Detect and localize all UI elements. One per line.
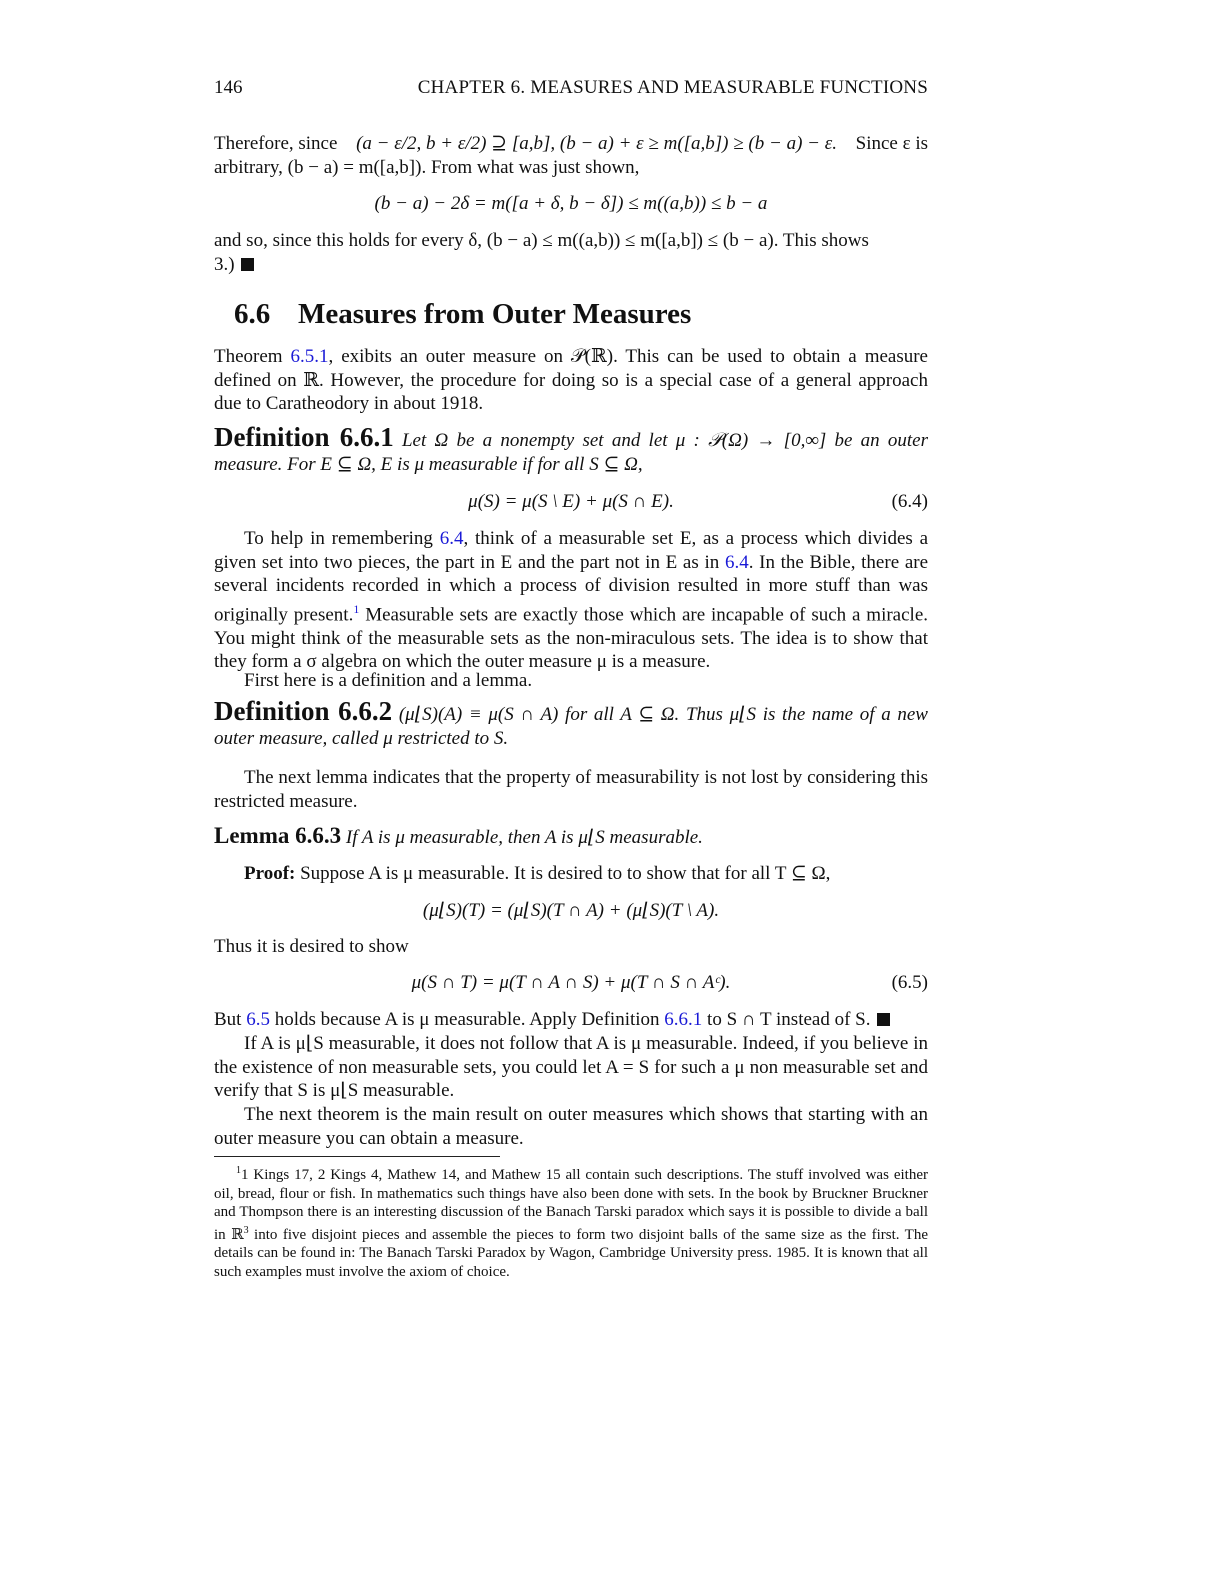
ref-eq-6-4[interactable]: 6.4: [439, 528, 464, 549]
intro-line-3: and so, since this holds for every δ, (b − a) ≤ m((a,b)) ≤ m([a,b]) ≤ (b − a). This shows: [214, 230, 869, 251]
paragraph-non-measurable: If A is μ⌊S measurable, it does not follow that A is μ measurable. Indeed, if you believe in the existence of non measurable sets, you could let A = S for such a μ non measurable set and verify that S is μ⌊S measurable.: [214, 1033, 928, 1102]
footnote-superscript: 3: [243, 1224, 249, 1236]
paragraph-first-here: First here is a definition and a lemma.: [244, 670, 533, 691]
lemma-heading: Lemma 6.6.3: [214, 823, 342, 848]
qed-icon: [241, 258, 254, 271]
section-heading: [234, 298, 691, 331]
page-number: 146: [214, 77, 243, 98]
lemma-body: If A is μ measurable, then A is μ⌊S measurable.: [345, 827, 703, 848]
section-number: 6.6: [234, 298, 271, 330]
ref-theorem-6-5-1[interactable]: 6.5.1: [290, 346, 329, 367]
equation-number-6-5: (6.5): [891, 972, 928, 993]
paragraph-next-theorem: The next theorem is the main result on outer measures which shows that starting with an outer measure you can obtain a measure.: [214, 1104, 928, 1149]
proof-equation-1: (μ⌊S)(T) = (μ⌊S)(T ∩ A) + (μ⌊S)(T \ A).: [422, 900, 720, 921]
footnote-rule: [214, 1156, 500, 1157]
paragraph-bible: To help in remembering 6.4, think of a measurable set E, as a process which divides a given set into two pieces, the part in E and the part not in E as in 6.4. In the Bible, there are several incidents recorded in which a process of division resulted in more stuff than was originally present.$^1$ Measurable sets are exactly those which are incapable of such a miracle. You might think of the measurable sets as the non-miraculous sets. The idea is to show that they form a σ algebra on which the outer measure μ is a measure.: [214, 528, 929, 673]
definition-heading: Definition 6.6.1: [214, 422, 394, 452]
footnote-mark: 1: [236, 1165, 241, 1176]
paragraph-theorem-ref: Theorem 6.5.1, exibits an outer measure on 𝒫(ℝ). This can be used to obtain a measure defined on ℝ. However, the procedure for doing so is a special case of a general approach due to Caratheodory in about 1918.: [214, 346, 928, 415]
definition-6-6-2: [214, 696, 928, 750]
definition-heading: Definition 6.6.2: [214, 696, 393, 726]
ref-eq-6-4-second[interactable]: 6.4: [724, 551, 749, 573]
lemma-6-6-3: [214, 824, 928, 850]
intro-inline-math: (a − ε/2, b + ε/2) ⊇ [a,b], (b − a) + ε ≥ m([a,b]) ≥ (b − a) − ε.: [356, 133, 837, 154]
definition-body: Let Ω be a nonempty set and let μ : 𝒫(Ω) → [0,∞] be an outer measure. For E ⊆ Ω, E is μ measurable if for all S ⊆ Ω,: [214, 430, 928, 475]
proof-conclusion: But 6.5 holds because A is μ measurable. Apply Definition 6.6.1 to S ∩ T instead of S.: [214, 1008, 928, 1032]
ref-definition-6-6-1[interactable]: 6.6.1: [664, 1009, 703, 1030]
intro-conclusion: [214, 229, 928, 276]
section-title: Measures from Outer Measures: [298, 298, 692, 330]
definition-body: (μ⌊S)(A) ≡ μ(S ∩ A) for all A ⊆ Ω. Thus μ⌊S is the name of a new outer measure, called μ restricted to S.: [214, 704, 928, 749]
proof-intro: Proof: Suppose A is μ measurable. It is desired to to show that for all T ⊆ Ω,: [244, 863, 831, 884]
proof-line-2: Thus it is desired to show: [214, 936, 409, 957]
display-equation: (b − a) − 2δ = m([a + δ, b − δ]) ≤ m((a,b)) ≤ b − a: [374, 193, 768, 214]
equation-number-6-4: (6.4): [891, 491, 928, 512]
ref-eq-6-5[interactable]: 6.5: [246, 1009, 270, 1030]
intro-line-4: 3.): [214, 253, 928, 277]
paragraph-next-lemma: The next lemma indicates that the property of measurability is not lost by considering this restricted measure.: [214, 767, 928, 812]
definition-6-6-1: [214, 422, 928, 476]
footnote-ref[interactable]: 1: [353, 601, 360, 616]
equation-6-4: μ(S) = μ(S \ E) + μ(S ∩ E).: [468, 491, 674, 512]
qed-icon: [877, 1013, 890, 1026]
intro-paragraph: [214, 132, 928, 179]
intro-line-2: arbitrary, (b − a) = m([a,b]). From what was just shown,: [214, 156, 640, 178]
footnote: $^1$1 Kings 17, 2 Kings 4, Mathew 14, and Mathew 15 all contain such descriptions. The stuff involved was either oil, bread, flour or fish. In mathematics such things have also been done with sets. In the book by Bruckner Bruckner and Thompson there is an interesting discussion of the Banach Tarski paradox which says it is possible to divide a ball in ℝ$^3$ into five disjoint pieces and assemble the pieces to form two disjoint balls of the same size as the first. The details can be found in: The Banach Tarski Paradox by Wagon, Cambridge University press. 1985. It is known that all such examples must involve the axiom of choice.: [214, 1165, 928, 1280]
chapter-title: CHAPTER 6. MEASURES AND MEASURABLE FUNCTIONS: [417, 77, 928, 98]
intro-line-1: Therefore, since (a − ε/2, b + ε/2) ⊇ [a,b], (b − a) + ε ≥ m([a,b]) ≥ (b − a) − ε. Since ε is: [214, 133, 928, 154]
proof-label: Proof:: [244, 863, 296, 884]
equation-6-5: μ(S ∩ T) = μ(T ∩ A ∩ S) + μ(T ∩ S ∩ Aᶜ).: [411, 972, 731, 993]
